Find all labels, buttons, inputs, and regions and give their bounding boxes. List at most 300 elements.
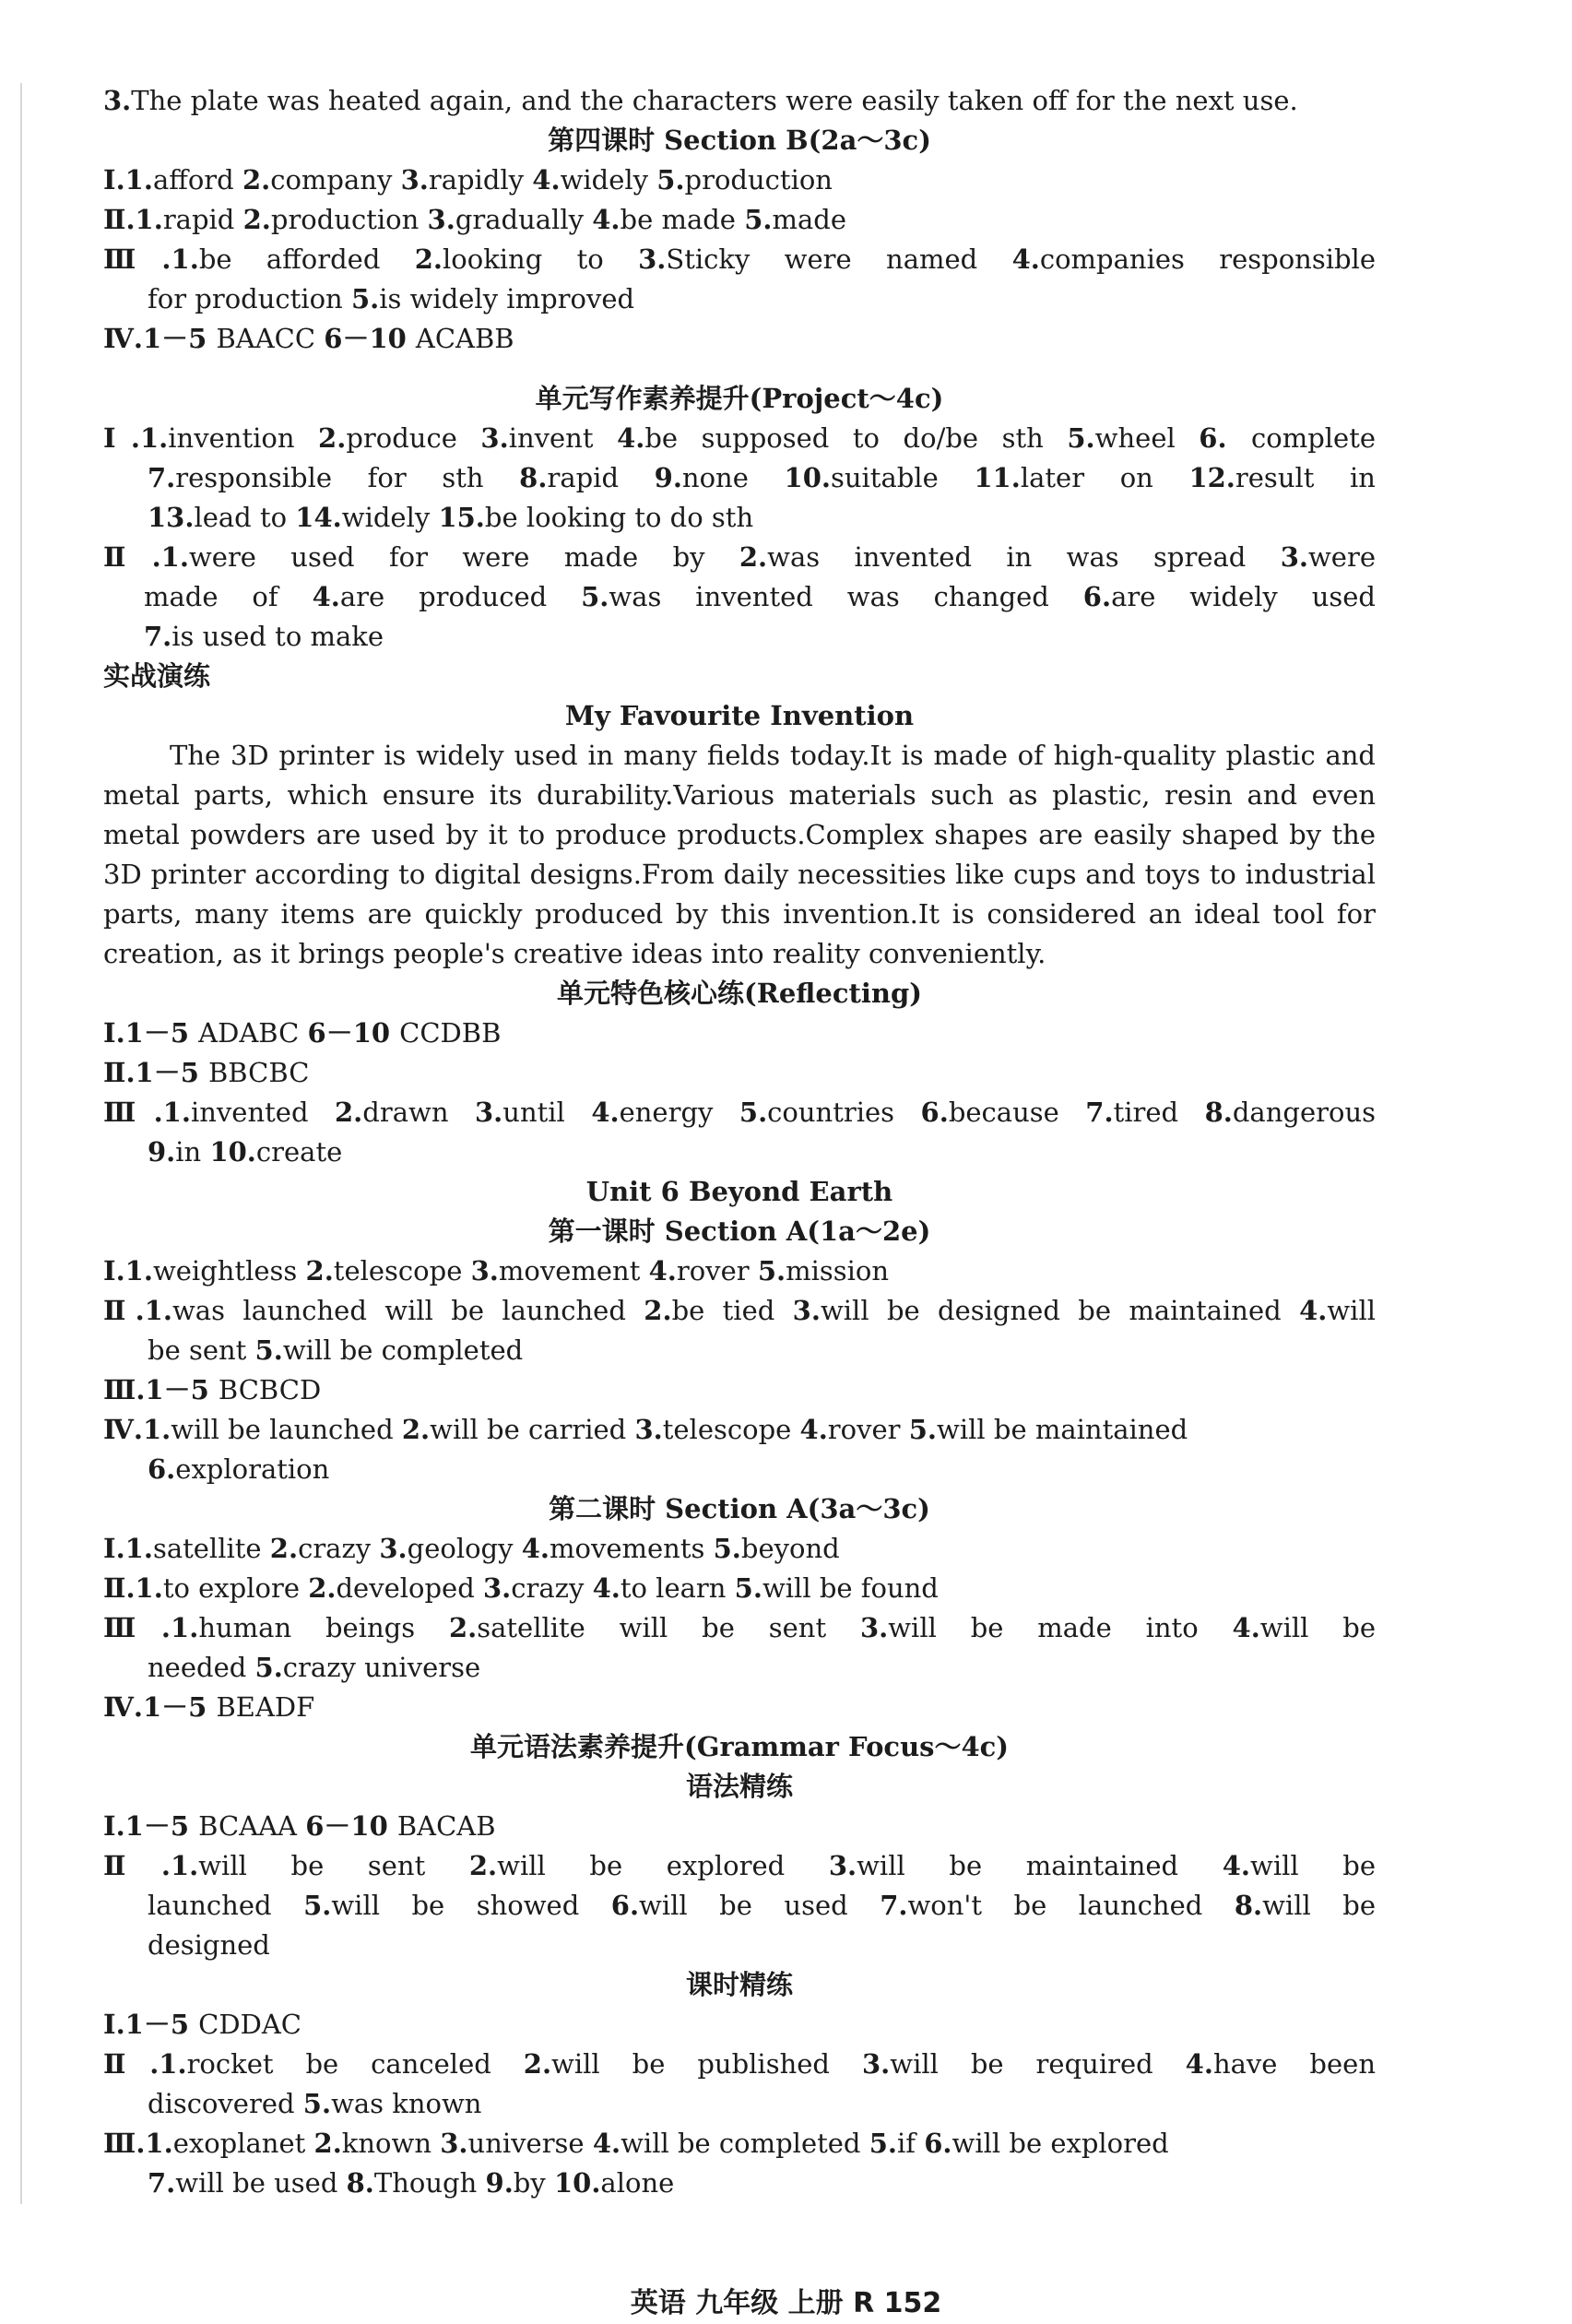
section-gap: [103, 359, 1376, 379]
answer-line: [103, 934, 1376, 974]
item-number: 2.: [242, 164, 271, 196]
answer-line: [103, 319, 1376, 359]
item-number: 2.: [523, 2048, 552, 2080]
answer-line: [103, 2005, 1376, 2045]
section-heading: [103, 1767, 1376, 1807]
item-number: 4.: [799, 1414, 828, 1445]
heading-text: 第二课时: [549, 1493, 666, 1524]
answer-text: dangerous: [1232, 1097, 1376, 1128]
answer-text: discovered: [148, 2088, 303, 2119]
answer-text: invention: [168, 422, 319, 454]
answer-text: company: [270, 164, 401, 196]
item-number: 5.: [656, 164, 685, 196]
item-number: Ⅰ.1.: [103, 422, 169, 454]
answer-text: crazy: [511, 1572, 593, 1604]
heading-text: (Grammar Focus～4c): [683, 1731, 1010, 1762]
answer-text: rover: [676, 1255, 758, 1286]
answer-text: universe: [467, 2128, 593, 2159]
answer-text: afford: [152, 164, 242, 196]
answer-line: [103, 1886, 1376, 1926]
answer-text: CCDBB: [399, 1017, 502, 1049]
answer-text: will be made into: [888, 1612, 1233, 1643]
answer-text: will be sent: [198, 1850, 469, 1881]
answer-text: telescope: [662, 1414, 800, 1445]
item-number: 4.: [1185, 2048, 1213, 2080]
answer-text: BCAAA: [198, 1810, 306, 1842]
item-number: Ⅱ.1.: [103, 1572, 163, 1604]
answer-text: be looking to do sth: [484, 502, 754, 533]
answer-text: is used to make: [171, 621, 384, 652]
heading-text: 语法精练: [685, 1771, 793, 1802]
answer-text: rapidly: [428, 164, 533, 196]
answer-line: [103, 1331, 1376, 1370]
answer-text: was known: [331, 2088, 482, 2119]
answer-text: be supposed to do/be sth: [644, 422, 1068, 454]
item-number: 9.: [485, 2167, 514, 2199]
item-number: Ⅲ.1.: [103, 1097, 191, 1128]
section-heading: [103, 1212, 1376, 1251]
answer-text: if: [897, 2128, 925, 2159]
heading-text: (Project～4c): [749, 383, 944, 414]
answer-text: produce: [346, 422, 481, 454]
item-number: 8.: [519, 462, 548, 493]
item-number: 4.: [1011, 243, 1040, 275]
answer-text: will: [1327, 1295, 1377, 1326]
item-number: 6.: [610, 1890, 640, 1921]
answer-text: known: [341, 2128, 441, 2159]
answer-line: [103, 538, 1376, 577]
item-number: 13.: [148, 502, 195, 533]
answer-text: The plate was heated again, and the characters were easily taken off for the next use.: [131, 85, 1298, 116]
item-number: 4.: [617, 422, 645, 454]
answer-line: [103, 1846, 1376, 1886]
item-number: 2.: [305, 1255, 334, 1286]
heading-text: 单元语法素养提升: [469, 1731, 684, 1762]
item-number: 9.: [148, 1136, 176, 1168]
item-number: 9.: [654, 462, 682, 493]
answer-text: for production: [148, 283, 351, 314]
answer-text: CDDAC: [198, 2009, 301, 2040]
answer-text: made of: [144, 581, 313, 612]
answer-line: [103, 1251, 1376, 1291]
item-number: 10.: [784, 462, 831, 493]
answer-text: was invented in was spread: [767, 541, 1281, 573]
item-number: 3.: [828, 1850, 857, 1881]
item-number: 7.: [148, 462, 176, 493]
answer-text: lead to: [194, 502, 296, 533]
answer-line: [103, 419, 1376, 458]
answer-text: create: [255, 1136, 343, 1168]
item-number: Ⅳ.1－5: [103, 1691, 217, 1723]
item-number: 10.: [553, 2167, 601, 2199]
item-number: 4.: [592, 1572, 621, 1604]
item-number: Ⅱ.1.: [103, 204, 163, 235]
answer-text: will be launched: [171, 1414, 402, 1445]
item-number: 2.: [335, 1097, 363, 1128]
answer-text: Though: [373, 2167, 486, 2199]
answer-text: will be designed be maintained: [820, 1295, 1300, 1326]
item-number: 3.: [474, 1097, 503, 1128]
answer-line: [103, 1688, 1376, 1727]
item-number: Ⅱ.1－5: [103, 1057, 208, 1088]
item-number: 6.: [1082, 581, 1112, 612]
answer-text: until: [502, 1097, 592, 1128]
answer-line: [103, 1807, 1376, 1846]
answer-text: mission: [786, 1255, 890, 1286]
answer-text: ACABB: [415, 323, 514, 354]
item-number: 6.: [920, 1097, 949, 1128]
answer-line: [103, 81, 1376, 121]
item-number: 15.: [438, 502, 485, 533]
answer-text: launched: [148, 1890, 304, 1921]
item-number: 4.: [521, 1533, 550, 1564]
answer-text: be afforded: [198, 243, 415, 275]
answer-text: crazy universe: [282, 1652, 481, 1683]
item-number: 5.: [302, 2088, 332, 2119]
answer-text: BCBCD: [218, 1374, 322, 1405]
answer-line: [103, 2124, 1376, 2164]
answer-line: [103, 1529, 1376, 1569]
answer-text: to explore: [162, 1572, 309, 1604]
answer-line: [103, 1926, 1376, 1965]
answer-text: was launched will be launched: [171, 1295, 644, 1326]
answer-text: will be: [1262, 1890, 1376, 1921]
item-number: 2.: [313, 2128, 342, 2159]
answer-text: by: [513, 2167, 554, 2199]
item-number: 7.: [144, 621, 172, 652]
answer-line: [103, 1014, 1376, 1053]
item-number: 11.: [974, 462, 1021, 493]
item-number: 5.: [739, 1097, 768, 1128]
answer-line: [103, 1370, 1376, 1410]
answer-text: movement: [498, 1255, 649, 1286]
item-number: 3.: [483, 1572, 512, 1604]
item-number: 2.: [448, 1612, 478, 1643]
answer-text: will be required: [890, 2048, 1186, 2080]
answer-text: exoplanet: [172, 2128, 314, 2159]
answer-text: production: [684, 164, 833, 196]
heading-text: 实战演练: [103, 660, 211, 692]
item-number: 3.: [638, 243, 667, 275]
item-number: 2.: [644, 1295, 672, 1326]
answer-line: [103, 498, 1376, 538]
answer-line: [103, 2045, 1376, 2084]
answer-line: [103, 1410, 1376, 1450]
answer-text: will be maintained: [857, 1850, 1223, 1881]
item-number: 4.: [312, 581, 340, 612]
heading-text: Section A(1a～2e): [664, 1215, 931, 1247]
item-number: 5.: [254, 1334, 283, 1366]
item-number: 8.: [346, 2167, 374, 2199]
item-number: 6－10: [307, 1017, 400, 1049]
heading-text: 单元特色核心练: [557, 978, 745, 1009]
heading-text: 单元写作素养提升: [535, 383, 750, 414]
item-number: 2.: [468, 1850, 498, 1881]
item-number: 5.: [581, 581, 609, 612]
answer-text: human beings: [198, 1612, 449, 1643]
item-number: Ⅱ.1.: [103, 541, 189, 573]
section-heading: [103, 696, 1376, 736]
answer-text: designed: [148, 1929, 270, 1961]
answer-text: made: [772, 204, 846, 235]
answer-text: will be found: [762, 1572, 939, 1604]
item-number: 5.: [908, 1414, 938, 1445]
answer-text: is widely improved: [379, 283, 635, 314]
answer-line: [103, 1569, 1376, 1608]
answer-text: will be showed: [331, 1890, 611, 1921]
item-number: 3.: [1280, 541, 1308, 573]
answer-text: be tied: [671, 1295, 793, 1326]
answer-text: Sticky were named: [666, 243, 1012, 275]
answer-line: [103, 1608, 1376, 1648]
answer-text: wheel: [1094, 422, 1200, 454]
item-number: 7.: [148, 2167, 176, 2199]
answer-line: [103, 815, 1376, 855]
answer-text: responsible for sth: [175, 462, 520, 493]
item-number: Ⅲ.1.: [103, 243, 199, 275]
item-number: 4.: [648, 1255, 677, 1286]
answer-text: energy: [619, 1097, 739, 1128]
item-number: Ⅱ.1.: [103, 1295, 172, 1326]
item-number: 5.: [869, 2128, 897, 2159]
item-number: Ⅲ.1.: [103, 2128, 173, 2159]
answer-text: parts, many items are quickly produced by this invention.It is considered an ideal tool for: [103, 898, 1376, 930]
answer-text: rover: [827, 1414, 909, 1445]
answer-line: [103, 160, 1376, 200]
answer-text: are produced: [339, 581, 582, 612]
answer-text: complete: [1251, 422, 1377, 454]
item-number: 5.: [713, 1533, 741, 1564]
item-number: Ⅰ.1.: [103, 1533, 153, 1564]
answer-text: companies responsible: [1039, 243, 1376, 275]
item-number: 7.: [1085, 1097, 1114, 1128]
item-number: 2.: [242, 204, 271, 235]
item-number: 3.: [379, 1533, 408, 1564]
section-heading: [103, 1727, 1376, 1767]
heading-text: 第一课时: [548, 1215, 665, 1247]
answer-text: won't be launched: [907, 1890, 1235, 1921]
answer-text: developed: [336, 1572, 483, 1604]
answer-text: were used for were made by: [188, 541, 739, 573]
item-number: Ⅲ.1.: [103, 1612, 199, 1643]
heading-text: (Reflecting): [744, 978, 922, 1009]
answer-text: will be: [1259, 1612, 1377, 1643]
item-number: Ⅰ.1.: [103, 164, 153, 196]
item-number: 5.: [734, 1572, 762, 1604]
item-number: Ⅰ.1.: [103, 1255, 153, 1286]
answer-text: drawn: [362, 1097, 475, 1128]
answer-text: widely: [341, 502, 439, 533]
heading-text: 第四课时: [548, 125, 665, 156]
item-number: 6－10: [324, 323, 416, 354]
answer-text: telescope: [333, 1255, 471, 1286]
answer-text: beyond: [740, 1533, 840, 1564]
answer-text: will be used: [175, 2167, 347, 2199]
section-heading: [103, 379, 1376, 419]
answer-text: none: [681, 462, 785, 493]
answer-text: rapid: [162, 204, 243, 235]
answer-text: crazy: [298, 1533, 380, 1564]
answer-text: will be carried: [430, 1414, 635, 1445]
item-number: Ⅳ.1－5: [103, 323, 217, 354]
item-number: 10.: [209, 1136, 256, 1168]
item-number: 2.: [401, 1414, 431, 1445]
item-number: 3.: [427, 204, 455, 235]
item-number: 2.: [318, 422, 347, 454]
item-number: Ⅲ.1－5: [103, 1374, 219, 1405]
answer-line: [103, 1648, 1376, 1688]
item-number: 4.: [532, 164, 561, 196]
item-number: 6.: [924, 2128, 952, 2159]
item-number: 5.: [744, 204, 773, 235]
answer-line: [103, 2084, 1376, 2124]
item-number: 7.: [880, 1890, 908, 1921]
section-heading: [103, 1965, 1376, 2005]
answer-text: are widely used: [1111, 581, 1376, 612]
item-number: 2.: [308, 1572, 337, 1604]
item-number: 2.: [269, 1533, 299, 1564]
item-number: 5.: [1067, 422, 1095, 454]
item-number: Ⅰ.1－5: [103, 1017, 199, 1049]
answer-text: exploration: [175, 1453, 330, 1485]
answer-line: [103, 458, 1376, 498]
answer-text: creation, as it brings people's creative ideas into reality conveniently.: [103, 938, 1046, 969]
answer-text: satellite: [152, 1533, 270, 1564]
item-number: 5.: [757, 1255, 786, 1286]
answer-text: will be explored: [951, 2128, 1169, 2159]
item-number: 4.: [1232, 1612, 1260, 1643]
answer-text: metal parts, which ensure its durability.Various materials such as plastic, resin and even: [103, 779, 1376, 811]
answer-text: geology: [407, 1533, 522, 1564]
item-number: 3.: [480, 422, 509, 454]
item-number: 8.: [1234, 1890, 1263, 1921]
answer-text: alone: [600, 2167, 675, 2199]
item-number: 12.: [1188, 462, 1235, 493]
answer-text: weightless: [152, 1255, 306, 1286]
item-number: 5.: [350, 283, 380, 314]
answer-text: metal powders are used by it to produce products.Complex shapes are easily shaped by the: [103, 819, 1376, 850]
heading-text: My Favourite Invention: [564, 700, 915, 731]
answer-text: be made: [620, 204, 745, 235]
item-number: 3.: [792, 1295, 821, 1326]
answer-content: [103, 81, 1376, 2203]
answer-text: were: [1307, 541, 1376, 573]
answer-text: countries: [767, 1097, 921, 1128]
answer-text: suitable: [830, 462, 975, 493]
answer-text: satellite will be sent: [477, 1612, 860, 1643]
answer-text: result in: [1235, 462, 1376, 493]
section-heading: [103, 1489, 1376, 1529]
item-number: 3.: [634, 1414, 663, 1445]
answer-text: have been: [1212, 2048, 1376, 2080]
item-number: 4.: [592, 204, 621, 235]
answer-text: BAACC: [216, 323, 325, 354]
answer-text: invented: [190, 1097, 335, 1128]
item-number: 14.: [295, 502, 342, 533]
answer-text: 3D printer according to digital designs.From daily necessities like cups and toys to industrial: [103, 859, 1376, 890]
answer-text: will be used: [639, 1890, 881, 1921]
answer-line: [103, 617, 1376, 657]
item-number: 3.: [861, 2048, 891, 2080]
answer-line: [103, 1450, 1376, 1489]
answer-text: later on: [1020, 462, 1189, 493]
answer-line: [103, 2164, 1376, 2203]
item-number: 3.: [859, 1612, 889, 1643]
item-number: 5.: [254, 1652, 283, 1683]
item-number: 3.: [440, 2128, 468, 2159]
item-number: 4.: [592, 2128, 621, 2159]
item-number: Ⅰ.1－5: [103, 1810, 199, 1842]
answer-text: in: [175, 1136, 210, 1168]
answer-text: rapid: [547, 462, 655, 493]
section-heading: [103, 121, 1376, 160]
item-number: 3.: [103, 85, 132, 116]
answer-line: [103, 577, 1376, 617]
heading-text: Unit 6 Beyond Earth: [585, 1176, 893, 1207]
item-number: 4.: [591, 1097, 620, 1128]
answer-text: rocket be canceled: [186, 2048, 524, 2080]
item-number: 4.: [1222, 1850, 1251, 1881]
answer-text: will be: [1250, 1850, 1377, 1881]
item-number: Ⅰ.1－5: [103, 2009, 199, 2040]
answer-line: [103, 1132, 1376, 1172]
heading-text: 课时精练: [685, 1969, 793, 2000]
answer-line: [103, 1053, 1376, 1093]
item-number: 6.: [148, 1453, 176, 1485]
item-number: 3.: [400, 164, 429, 196]
section-label: [103, 657, 1376, 696]
answer-text: BACAB: [396, 1810, 496, 1842]
item-number: 2.: [414, 243, 443, 275]
answer-text: will be completed: [282, 1334, 524, 1366]
item-number: 2.: [739, 541, 768, 573]
answer-text: looking to: [443, 243, 639, 275]
item-number: 6.: [1199, 422, 1251, 454]
answer-text: gradually: [455, 204, 593, 235]
answer-text: was invented was changed: [609, 581, 1083, 612]
answer-text: will be explored: [497, 1850, 829, 1881]
answer-line: [103, 240, 1376, 279]
item-number: 4.: [1299, 1295, 1328, 1326]
answer-line: [103, 776, 1376, 815]
answer-text: will be maintained: [937, 1414, 1188, 1445]
answer-text: because: [948, 1097, 1086, 1128]
answer-text: movements: [550, 1533, 714, 1564]
item-number: Ⅱ.1.: [103, 1850, 199, 1881]
heading-text: Section A(3a～3c): [665, 1493, 930, 1524]
item-number: 6－10: [305, 1810, 397, 1842]
item-number: 8.: [1204, 1097, 1233, 1128]
answer-line: [103, 1291, 1376, 1331]
answer-line: [103, 200, 1376, 240]
answer-line: [103, 855, 1376, 895]
heading-text: Section B(2a～3c): [664, 125, 931, 156]
binding-margin-rule: [20, 83, 22, 2204]
answer-line: [103, 1093, 1376, 1132]
answer-text: BBCBC: [208, 1057, 310, 1088]
answer-text: tired: [1113, 1097, 1205, 1128]
item-number: Ⅳ.1.: [103, 1414, 171, 1445]
answer-line: [103, 895, 1376, 934]
answer-text: The 3D printer is widely used in many fields today.It is made of high-quality plastic and: [170, 740, 1376, 771]
answer-text: BEADF: [216, 1691, 315, 1723]
section-heading: [103, 974, 1376, 1014]
answer-text: production: [270, 204, 428, 235]
answer-line: [103, 279, 1376, 319]
answer-text: will be published: [551, 2048, 862, 2080]
item-number: Ⅱ.1.: [103, 2048, 187, 2080]
answer-text: ADABC: [198, 1017, 308, 1049]
